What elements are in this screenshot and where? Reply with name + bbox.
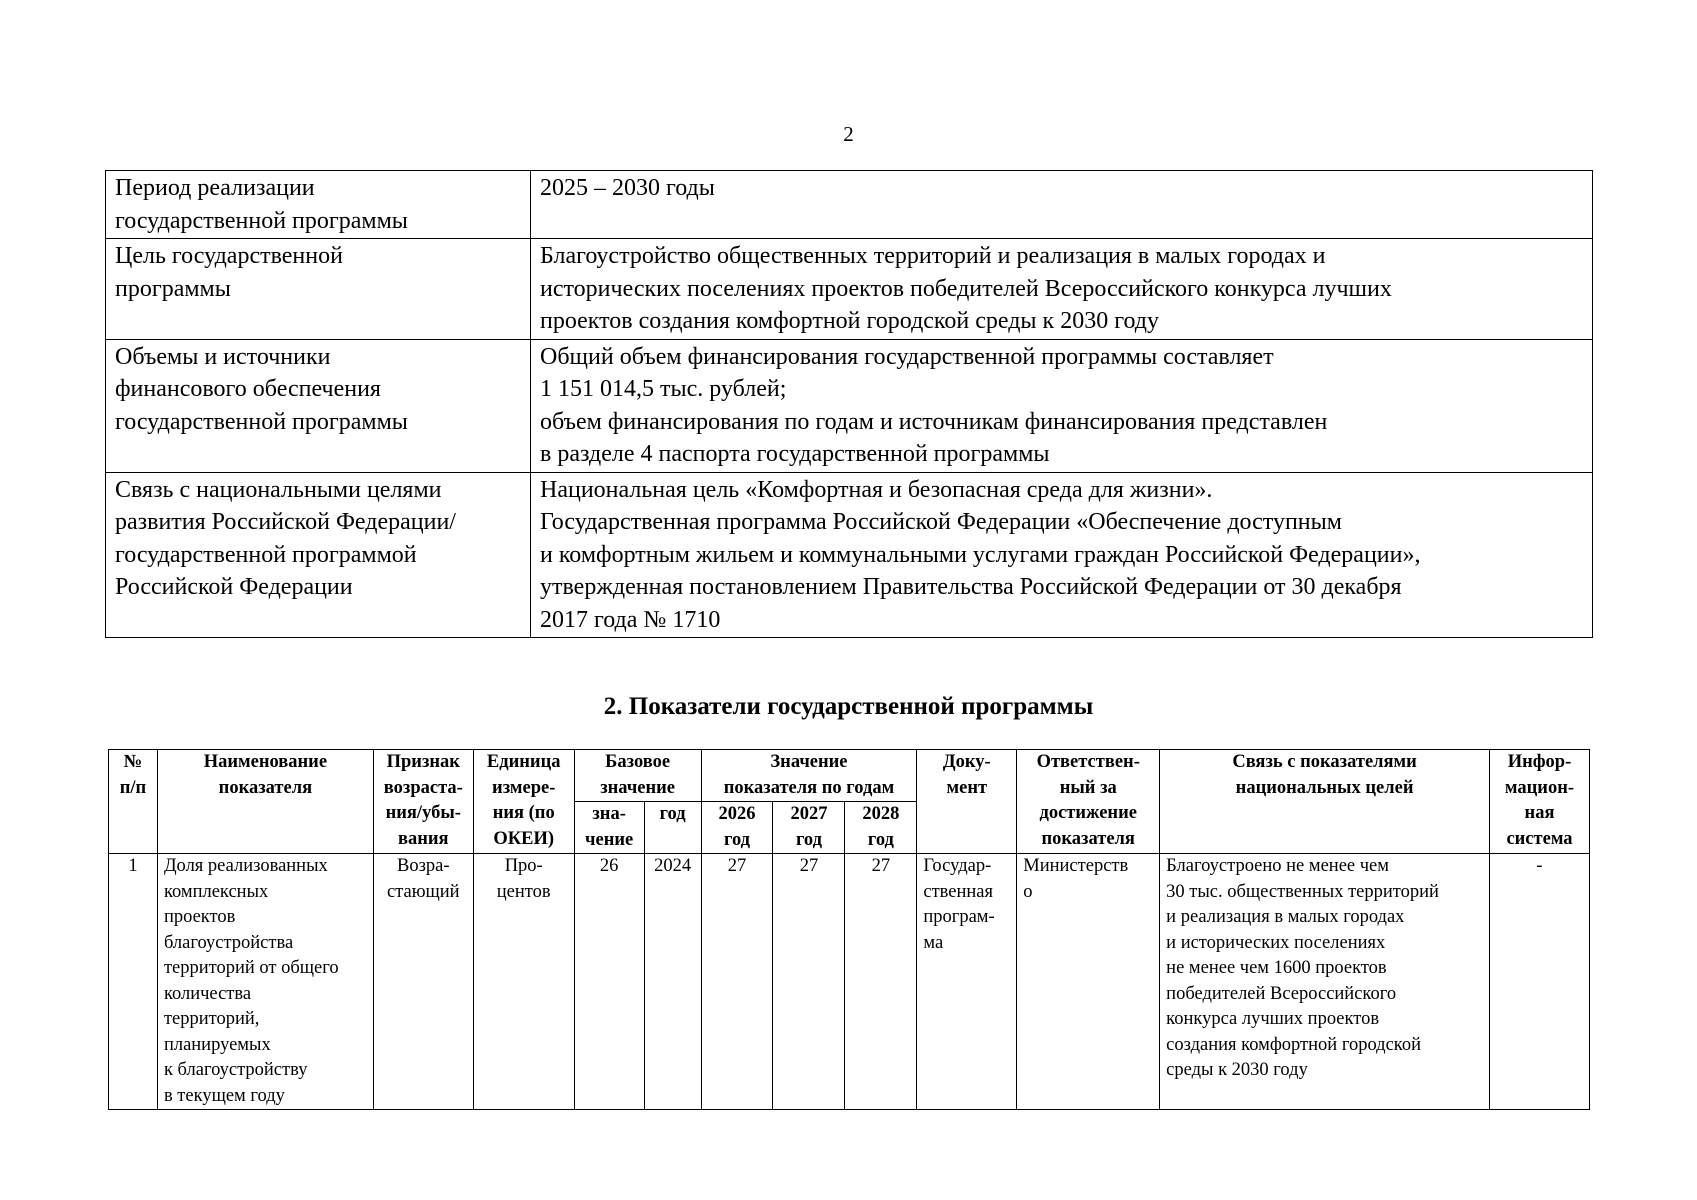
- cell-line: показателя: [218, 777, 313, 798]
- cell-line: государственной программы: [115, 408, 408, 435]
- cell-line: ная: [1524, 803, 1555, 823]
- cell-line: ОКЕИ): [493, 828, 555, 849]
- cell-line: Инфор-: [1507, 752, 1572, 772]
- cell-line: среды к 2030 году: [1166, 1060, 1308, 1080]
- cell-line: програм-: [923, 907, 995, 927]
- cell-line: Доку-: [942, 752, 991, 772]
- passport-value: [531, 472, 1593, 638]
- cell-line: ния (по: [492, 803, 555, 823]
- cell-line: чение: [585, 829, 634, 850]
- cell-line: Базовое: [605, 752, 671, 772]
- cell-line: 1 151 014,5 тыс. рублей;: [540, 376, 787, 402]
- cell-line: 1: [128, 856, 138, 876]
- passport-label: [106, 339, 531, 472]
- cell-line: центов: [496, 881, 551, 902]
- cell-line: 2028: [862, 804, 900, 824]
- header-doc: [917, 750, 1017, 854]
- cell-line: Единица: [486, 752, 561, 772]
- cell-line: победителей Всероссийского: [1166, 983, 1397, 1004]
- cell-line: исторических поселениях проектов победителей Всероссийского конкурса лучших: [540, 275, 1392, 302]
- header-base-value: [574, 802, 644, 854]
- cell-line: мацион-: [1504, 777, 1575, 798]
- cell-line: 27: [871, 856, 891, 876]
- header-sign: [373, 750, 473, 854]
- indicator-cell-y2028: [845, 854, 917, 1110]
- cell-line: стающий: [386, 881, 460, 902]
- passport-row: [106, 239, 1593, 340]
- header-base: [574, 750, 701, 802]
- cell-line: планируемых: [163, 1034, 271, 1055]
- cell-line: Российской Федерации: [115, 574, 353, 600]
- cell-line: создания комфортной городской: [1166, 1034, 1421, 1055]
- cell-line: государственной программы: [115, 207, 408, 234]
- cell-line: мент: [946, 777, 988, 798]
- header-resp: [1017, 750, 1160, 854]
- cell-line: Доля реализованных: [163, 856, 328, 876]
- passport-label: [106, 171, 531, 239]
- cell-line: Благоустроено не менее чем: [1166, 856, 1389, 876]
- cell-line: год: [867, 829, 894, 850]
- cell-line: финансового обеспечения: [115, 376, 381, 402]
- cell-line: 2024: [654, 856, 692, 876]
- cell-line: программы: [115, 275, 231, 302]
- cell-line: к благоустройству: [163, 1060, 308, 1080]
- header-unit: [473, 750, 574, 854]
- cell-line: год: [724, 829, 751, 850]
- cell-line: №: [123, 752, 143, 772]
- cell-line: ственная: [923, 881, 994, 902]
- cell-line: 2027: [790, 804, 828, 824]
- header-2026: [701, 802, 773, 854]
- cell-line: 27: [727, 856, 747, 876]
- cell-line: объем финансирования по годам и источникам финансирования представлен: [540, 408, 1328, 435]
- passport-table: [105, 170, 1593, 638]
- cell-line: и реализация в малых городах: [1166, 907, 1405, 927]
- cell-line: 2026: [718, 804, 756, 824]
- indicator-row: [109, 854, 1590, 1110]
- cell-line: ма: [923, 932, 944, 953]
- cell-line: национальных целей: [1235, 777, 1414, 798]
- cell-line: 27: [799, 856, 819, 876]
- cell-line: значение: [600, 777, 675, 798]
- cell-line: 26: [599, 856, 619, 876]
- cell-line: ный за: [1059, 777, 1117, 798]
- cell-line: Наименование: [203, 752, 328, 772]
- passport-value: [531, 339, 1593, 472]
- cell-line: Признак: [386, 752, 460, 772]
- header-link: [1160, 750, 1490, 854]
- cell-line: ния/убы-: [385, 803, 461, 823]
- page-number: 2: [843, 122, 854, 146]
- indicator-cell-unit: [473, 854, 574, 1110]
- header-2028: [845, 802, 917, 854]
- cell-line: Значение: [770, 752, 848, 772]
- cell-line: и комфортным жильем и коммунальными услугами граждан Российской Федерации»,: [540, 541, 1421, 568]
- cell-line: Связь с национальными целями: [115, 476, 442, 503]
- cell-line: Общий объем финансирования государственной программы составляет: [540, 343, 1274, 370]
- header-num: [109, 750, 158, 854]
- cell-line: количества: [163, 983, 252, 1004]
- indicator-cell-sign: [373, 854, 473, 1110]
- cell-line: не менее чем 1600 проектов: [1166, 958, 1387, 978]
- indicators-table: [108, 749, 1590, 1110]
- cell-line: 2017 года № 1710: [540, 606, 721, 633]
- cell-line: Благоустройство общественных территорий и реализация в малых городах и: [540, 243, 1326, 269]
- cell-line: в разделе 4 паспорта государственной программы: [540, 441, 1050, 467]
- header-info: [1489, 750, 1589, 854]
- indicator-cell-resp: [1017, 854, 1160, 1110]
- cell-line: -: [1536, 856, 1543, 876]
- indicator-cell-doc: [917, 854, 1017, 1110]
- cell-line: о: [1023, 881, 1033, 902]
- cell-line: Про-: [504, 856, 543, 876]
- cell-line: возраста-: [383, 777, 463, 798]
- passport-row: [106, 339, 1593, 472]
- cell-line: и исторических поселениях: [1166, 932, 1386, 953]
- cell-line: Ответствен-: [1036, 752, 1140, 772]
- indicator-cell-y2026: [701, 854, 773, 1110]
- cell-line: территорий,: [163, 1009, 260, 1029]
- cell-line: проектов: [163, 907, 236, 927]
- cell-line: Объемы и источники: [115, 343, 331, 370]
- indicator-cell-link: [1160, 854, 1490, 1110]
- cell-line: благоустройства: [163, 932, 294, 953]
- header-name: [157, 750, 373, 854]
- passport-label: [106, 472, 531, 638]
- cell-line: Национальная цель «Комфортная и безопасная среда для жизни».: [540, 476, 1213, 503]
- indicator-cell-info: [1489, 854, 1589, 1110]
- cell-line: показателя по годам: [723, 777, 895, 798]
- cell-line: вания: [397, 828, 449, 849]
- indicator-cell-name: [157, 854, 373, 1110]
- cell-line: достижение: [1039, 803, 1137, 823]
- cell-line: развития Российской Федерации/: [115, 509, 456, 535]
- passport-value: [531, 239, 1593, 340]
- cell-line: территорий от общего: [163, 958, 339, 978]
- cell-line: 30 тыс. общественных территорий: [1166, 881, 1439, 902]
- section-title: 2. Показатели государственной программы: [603, 693, 1094, 720]
- passport-label: [106, 239, 531, 340]
- passport-value: [531, 171, 1593, 239]
- cell-line: Цель государственной: [115, 243, 343, 269]
- header-2027: [773, 802, 845, 854]
- cell-line: год: [659, 804, 686, 824]
- cell-line: государственной программой: [115, 541, 417, 568]
- cell-line: проектов создания комфортной городской среды к 2030 году: [540, 308, 1159, 334]
- indicator-cell-num: [109, 854, 158, 1110]
- indicator-cell-base-value: [574, 854, 644, 1110]
- cell-line: конкурса лучших проектов: [1166, 1009, 1380, 1029]
- cell-line: измере-: [492, 777, 556, 798]
- cell-line: в текущем году: [163, 1085, 285, 1106]
- cell-line: показателя: [1041, 828, 1135, 849]
- cell-line: Связь с показателями: [1232, 752, 1417, 772]
- header-base-year: [644, 802, 701, 854]
- cell-line: Государ-: [923, 856, 992, 876]
- cell-line: п/п: [119, 777, 147, 798]
- cell-line: зна-: [592, 804, 626, 824]
- cell-line: Период реализации: [115, 175, 315, 201]
- cell-line: утвержденная постановлением Правительства Российской Федерации от 30 декабря: [540, 574, 1402, 600]
- cell-line: 2025 – 2030 годы: [540, 175, 715, 201]
- indicator-cell-y2027: [773, 854, 845, 1110]
- passport-row: [106, 472, 1593, 638]
- cell-line: Государственная программа Российской Федерации «Обеспечение доступным: [540, 509, 1342, 535]
- header-values: [701, 750, 917, 802]
- passport-row: [106, 171, 1593, 239]
- cell-line: система: [1506, 828, 1573, 849]
- indicator-cell-base-year: [644, 854, 701, 1110]
- cell-line: Возра-: [397, 856, 450, 876]
- cell-line: год: [795, 829, 822, 850]
- cell-line: Министерств: [1023, 856, 1129, 876]
- cell-line: комплексных: [163, 881, 269, 902]
